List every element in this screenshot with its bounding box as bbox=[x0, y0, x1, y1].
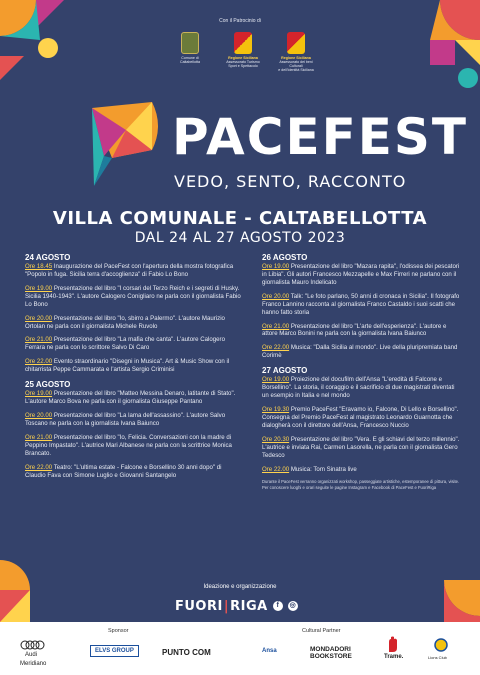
pacefest-logo-icon bbox=[74, 96, 170, 192]
sicily-trinacria-icon bbox=[234, 32, 252, 54]
organizer-logo bbox=[175, 597, 315, 615]
event-description: Presentazione del libro "L'arte dell'esperienza". L'autore e attore Marco Bonini ne parla con la giornalista Ivana Baiunco bbox=[262, 322, 447, 338]
patron-regione-turismo: Regione Siciliana Assessorato Turismo Sport e Spettacolo bbox=[221, 32, 265, 73]
cultural-partner-label: Cultural Partner bbox=[302, 628, 341, 634]
program-event bbox=[25, 263, 241, 279]
sponsor-label: Sponsor bbox=[108, 628, 129, 634]
program-event bbox=[262, 293, 462, 317]
event-description: Presentazione del libro "Io, sbirro a Palermo". L'autore Maurizio Ortolan ne parla con il giornalista Michele Ruvolo bbox=[25, 314, 225, 330]
event-description: Presentazione del libro "La lama dell'assassino". L'autore Salvo Toscano ne parla con la giornalista Ivana Baiunco bbox=[25, 411, 226, 427]
event-description: Musica: "Dalla Sicilia al mondo". Live della pluripremiata band Corimè bbox=[262, 344, 458, 360]
program-left-column bbox=[25, 253, 241, 485]
organizer-name: FUORI|RIGA bbox=[175, 598, 268, 614]
event-time: Ore 22.00 bbox=[262, 344, 290, 352]
partner-lions: Lions Club bbox=[428, 655, 447, 660]
day-heading: 27 AGOSTO bbox=[262, 366, 308, 376]
organization-label: Ideazione e organizzazione bbox=[203, 584, 277, 590]
event-description: Teatro: "L'ultima estate - Falcone e Borsellino 30 anni dopo" di Claudio Fava con Simone Luglio e Giovanni Santangelo bbox=[25, 463, 222, 479]
top-left-decoration bbox=[0, 0, 80, 80]
event-time: Ore 21.00 bbox=[25, 433, 53, 441]
event-description: Evento straordinario "Disegni in Musica". Art & Music Show con il chitarrista Peppe Cammarata e l'artista Sergio Criminisi bbox=[25, 358, 230, 374]
festival-tagline: VEDO, SENTO, RACCONTO bbox=[174, 172, 407, 191]
event-time: Ore 18.45 bbox=[25, 263, 53, 270]
event-description: Musica: Tom Sinatra live bbox=[290, 465, 357, 473]
event-time: Ore 22.00 bbox=[25, 463, 53, 471]
event-time: Ore 19.00 bbox=[262, 263, 290, 270]
program-note: Durante il PaceFest verranno organizzati workshop, passeggiate artistiche, estemporanee di pittura, visite. Per conoscere luoghi e orari seguite le pagine Instagram e Facebook di PaceFest e FuoriRiga bbox=[262, 479, 460, 490]
patron-comune: Comune di Caltabellotta bbox=[168, 32, 212, 73]
program-event bbox=[25, 434, 241, 458]
lions-club-icon bbox=[434, 638, 448, 652]
partner-ansa: Ansa bbox=[262, 648, 277, 654]
facebook-icon[interactable]: f bbox=[273, 601, 283, 611]
program-event bbox=[262, 376, 462, 400]
festival-title: PACEFEST bbox=[172, 108, 469, 166]
instagram-icon[interactable]: ◎ bbox=[289, 602, 296, 609]
program-event bbox=[262, 323, 462, 339]
sponsor-audi: Audi bbox=[25, 652, 38, 658]
event-description: Presentazione del libro "Mazara rapita", l'odissea dei pescatori in Libia". Gli autori Francesco Mezzapelle e Max Firreri ne parlano con il giornalista Mauro Indelicato bbox=[262, 263, 460, 286]
event-time: Ore 20.00 bbox=[25, 411, 53, 419]
sponsor-punto-com: PUNTO COM bbox=[162, 648, 211, 657]
program-event bbox=[25, 464, 241, 480]
audi-rings-icon bbox=[20, 640, 46, 650]
event-description: Premio PaceFest "Eravamo io, Falcone, Di Lello e Borsellino". Consegna del Premio PaceFest al magistrato Leonardo Guarnotta che dialogherà con il direttore dell'Ansa, Francesco Nuccio bbox=[262, 405, 459, 429]
event-time: Ore 22.00 bbox=[25, 358, 53, 366]
event-time: Ore 20.00 bbox=[262, 292, 290, 300]
partner-mondadori: MONDADORI BOOKSTORE bbox=[310, 646, 352, 660]
program-event bbox=[25, 315, 241, 331]
event-time: Ore 22.00 bbox=[262, 465, 290, 473]
event-description: Presentazione del libro "Vera. E gli schiavi del terzo millennio". L'autrice e inviata Rai, Carmen Lasorella, ne parla con il giornalista Gero Tedesco bbox=[262, 435, 460, 459]
program-event bbox=[262, 263, 462, 287]
program-event bbox=[25, 285, 241, 309]
event-description: Presentazione del libro "I corsari del Terzo Reich e i segreti di Husky. Sicilia 1940-1943". L'autore Calogero Conigliaro ne parla con il giornalista Fabio Lo Bono bbox=[25, 284, 241, 308]
program-event bbox=[25, 336, 241, 352]
program-event bbox=[262, 466, 462, 474]
venue: VILLA COMUNALE - CALTABELLOTTA bbox=[52, 208, 428, 229]
event-time: Ore 19.00 bbox=[25, 284, 53, 292]
day-heading: 25 AGOSTO bbox=[25, 380, 71, 390]
event-description: Talk: "Le foto parlano, 50 anni di cronaca in Sicilia". Il fotografo Franco Lannino racconta al giornalista Franco Castaldo i suoi scatti che hanno fatto storia bbox=[262, 292, 460, 316]
event-description: Proiezione del docufilm dell'Ansa "L'eredità di Falcone e Borsellino". La storia, il coraggio e il sacrificio di due magistrati diventati un esempio in Italia e nel mondo bbox=[262, 376, 455, 400]
program-event bbox=[262, 436, 462, 460]
hand-icon bbox=[386, 636, 400, 652]
patrons-row bbox=[168, 32, 318, 73]
event-time: Ore 19.00 bbox=[25, 390, 53, 398]
program-event bbox=[25, 358, 241, 374]
event-time: Ore 20.00 bbox=[25, 314, 53, 322]
program-event bbox=[262, 406, 462, 430]
event-time: Ore 20.30 bbox=[262, 435, 290, 443]
event-time: Ore 21.00 bbox=[25, 336, 53, 344]
event-time: Ore 19.30 bbox=[262, 405, 290, 413]
patronage-label: Con il Patrocinio di bbox=[219, 18, 261, 24]
sponsor-meridiano: Meridiano bbox=[20, 661, 47, 667]
sponsor-elvs: ELVS GROUP bbox=[90, 645, 139, 657]
event-description: Presentazione del libro "La mafia che canta". L'autore Calogero Ferrara ne parla con lo scrittore Salvo Di Caro bbox=[25, 336, 225, 352]
day-heading: 26 AGOSTO bbox=[262, 253, 308, 262]
day-heading: 24 AGOSTO bbox=[25, 253, 71, 262]
program-event bbox=[25, 412, 241, 428]
event-time: Ore 21.00 bbox=[262, 322, 290, 330]
event-description: Presentazione del libro "Matteo Messina Denaro, latitante di Stato". L'autore Marco Bova ne parla con il giornalista Giuseppe Pantano bbox=[25, 390, 236, 406]
event-time: Ore 19.00 bbox=[262, 376, 290, 384]
top-right-decoration bbox=[390, 0, 480, 90]
program-event bbox=[262, 344, 462, 360]
event-description: Inaugurazione del PaceFest con l'apertura della mostra fotografica "Popolo in fuga. Sicilia terra d'accoglienza" di Fabio Lo Bono bbox=[25, 263, 234, 278]
municipal-crest-icon bbox=[181, 32, 199, 54]
program-right-column bbox=[262, 253, 462, 490]
sponsor-strip bbox=[0, 622, 480, 675]
event-description: Presentazione del libro "Io, Felicia. Conversazioni con la madre di Peppino Impastato". L'autrice Mari Albanese ne parla con la scrittrice Monica Brancato. bbox=[25, 433, 232, 457]
bottom-left-decoration bbox=[0, 560, 40, 622]
program-event bbox=[25, 390, 241, 406]
festival-dates: DAL 24 AL 27 AGOSTO 2023 bbox=[134, 230, 346, 246]
patron-regione-beni-culturali: Regione Siciliana Assessorato dei beni Culturali e dell'Identità Siciliana bbox=[274, 32, 318, 73]
sicily-trinacria-icon bbox=[287, 32, 305, 54]
partner-trame: Trame. bbox=[384, 654, 404, 660]
